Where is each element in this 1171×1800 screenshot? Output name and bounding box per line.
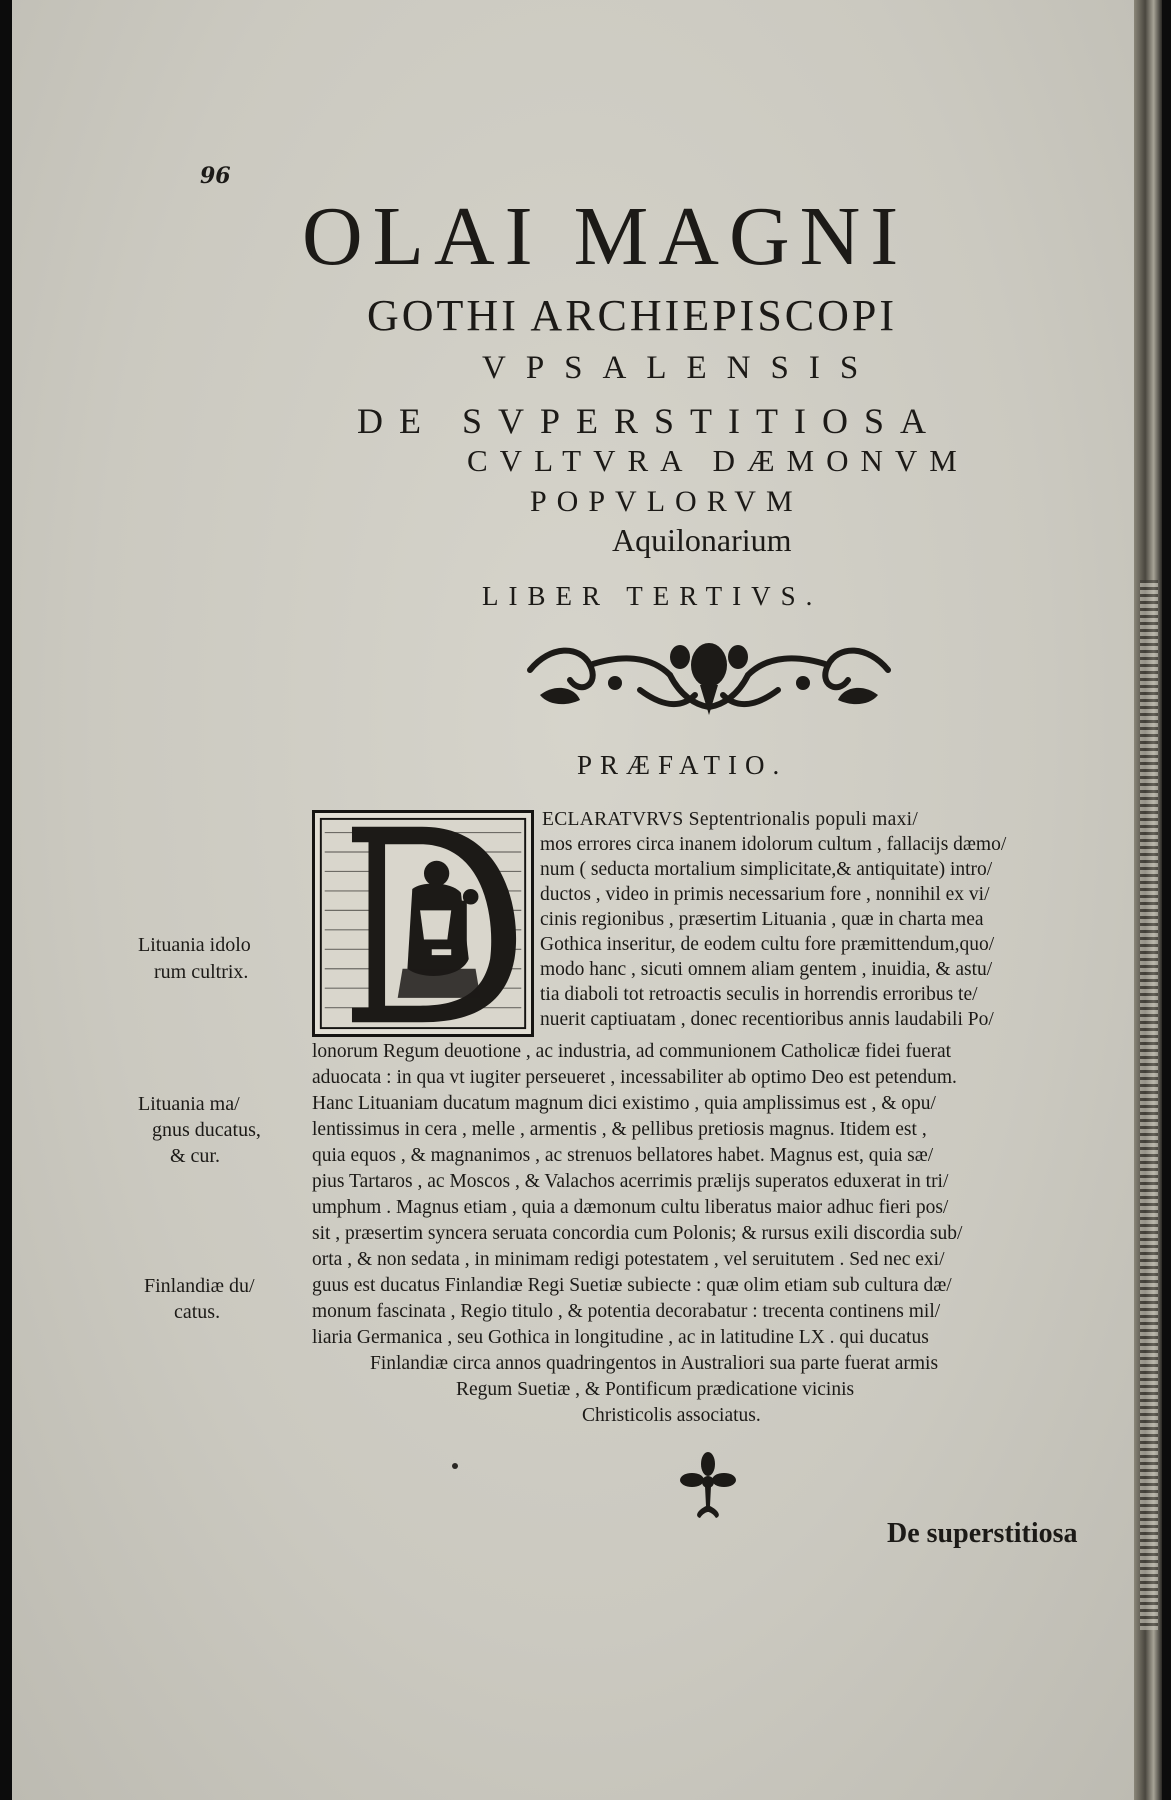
body-line: lonorum Regum deuotione , ac industria, ad communionem Catholicæ fidei fuerat <box>312 1041 952 1062</box>
fleuron-icon <box>678 1450 738 1520</box>
body-line: mos errores circa inanem idolorum cultum , fallacijs dæmo/ <box>540 834 1007 855</box>
margin-note: Lituania ma/ <box>138 1093 240 1115</box>
body-line: ECLARATVRVS Septentrionalis populi maxi/ <box>542 809 919 830</box>
margin-note: Finlandiæ du/ <box>144 1275 255 1297</box>
page-number: 96 <box>200 163 231 189</box>
title-line-2: GOTHI ARCHIEPISCOPI <box>367 291 898 340</box>
body-line: Gothica inseritur, de eodem cultu fore præmittendum,quo/ <box>540 934 995 955</box>
body-line: num ( seducta mortalium simplicitate,& antiquitate) intro/ <box>540 859 993 880</box>
body-line: liaria Germanica , seu Gothica in longitudine , ac in latitudine LX . qui ducatus <box>312 1327 929 1348</box>
body-line: orta , & non sedata , in minimam redigi potestatem , vel seruitutem . Sed nec exi/ <box>312 1249 945 1270</box>
body-line: Christicolis associatus. <box>582 1405 761 1426</box>
preface-heading: PRÆFATIO. <box>577 750 788 780</box>
body-line: sit , præsertim syncera seruata concordia cum Polonis; & rursus exili discordia sub/ <box>312 1223 963 1244</box>
body-line: quia equos , & magnanimos , ac strenuos bellatores habet. Magnus est, quia sæ/ <box>312 1145 934 1166</box>
body-line: cinis regionibus , præsertim Lituania , quæ in charta mea <box>540 909 984 930</box>
body-line: modo hanc , sicuti omnem aliam gentem , inuidia, & astu/ <box>540 959 993 980</box>
margin-note: Lituania idolo <box>138 934 251 956</box>
title-line-7: Aquilonarium <box>612 522 792 558</box>
margin-note: gnus ducatus, <box>152 1119 261 1141</box>
title-line-5: CVLTVRA DÆMONVM <box>467 443 969 478</box>
body-line: pius Tartaros , ac Moscos , & Valachos acerrimis prælijs superatos eduxerat in tri/ <box>312 1171 949 1192</box>
body-line: umphum . Magnus etiam , quia a dæmonum cultu liberatus maior adhuc fieri pos/ <box>312 1197 949 1218</box>
book-page <box>12 0 1134 1800</box>
title-line-1: OLAI MAGNI <box>302 190 909 283</box>
margin-note: & cur. <box>170 1145 220 1167</box>
margin-note: catus. <box>174 1301 221 1323</box>
body-line: guus est ducatus Finlandiæ Regi Suetiæ subiecte : quæ olim etiam sub cultura dæ/ <box>312 1275 952 1296</box>
body-line: aduocata : in qua vt iugiter perseueret , incessabiliter ab optimo Deo est petendum. <box>312 1067 957 1088</box>
title-line-3: VPSALENSIS <box>482 350 879 386</box>
body-line: ductos , video in primis necessarium fore , nonnihil ex vi/ <box>540 884 990 905</box>
woodcut-initial-d-icon <box>312 810 534 1037</box>
body-line: monum fascinata , Regio titulo , & potentia decorabatur : trecenta continens mil/ <box>312 1301 941 1322</box>
body-line: Regum Suetiæ , & Pontificum prædicatione vicinis <box>456 1379 855 1400</box>
ink-spot <box>452 1463 458 1469</box>
body-line: nuerit captiuatam , donec recentioribus annis laudabili Po/ <box>540 1009 994 1030</box>
body-line: tia diaboli tot retroactis seculis in horrendis erroribus te/ <box>540 984 978 1005</box>
body-line: Hanc Lituaniam ducatum magnum dici existimo , quia amplissimus est , & opu/ <box>312 1093 936 1114</box>
body-line: lentissimus in cera , melle , armentis , & pellibus pretiosis magnus. Itidem est , <box>312 1119 927 1140</box>
facing-page-edge <box>1140 580 1158 1630</box>
headpiece-ornament-icon <box>520 635 898 717</box>
body-line: Finlandiæ circa annos quadringentos in Australiori sua parte fuerat armis <box>370 1353 939 1374</box>
margin-note: rum cultrix. <box>154 961 249 983</box>
catchword: De superstitiosa <box>887 1518 1078 1549</box>
title-line-6: POPVLORVM <box>530 485 803 518</box>
bleed-through <box>402 160 428 190</box>
title-line-8: LIBER TERTIVS. <box>482 581 823 611</box>
title-line-4: DE SVPERSTITIOSA <box>357 401 943 441</box>
